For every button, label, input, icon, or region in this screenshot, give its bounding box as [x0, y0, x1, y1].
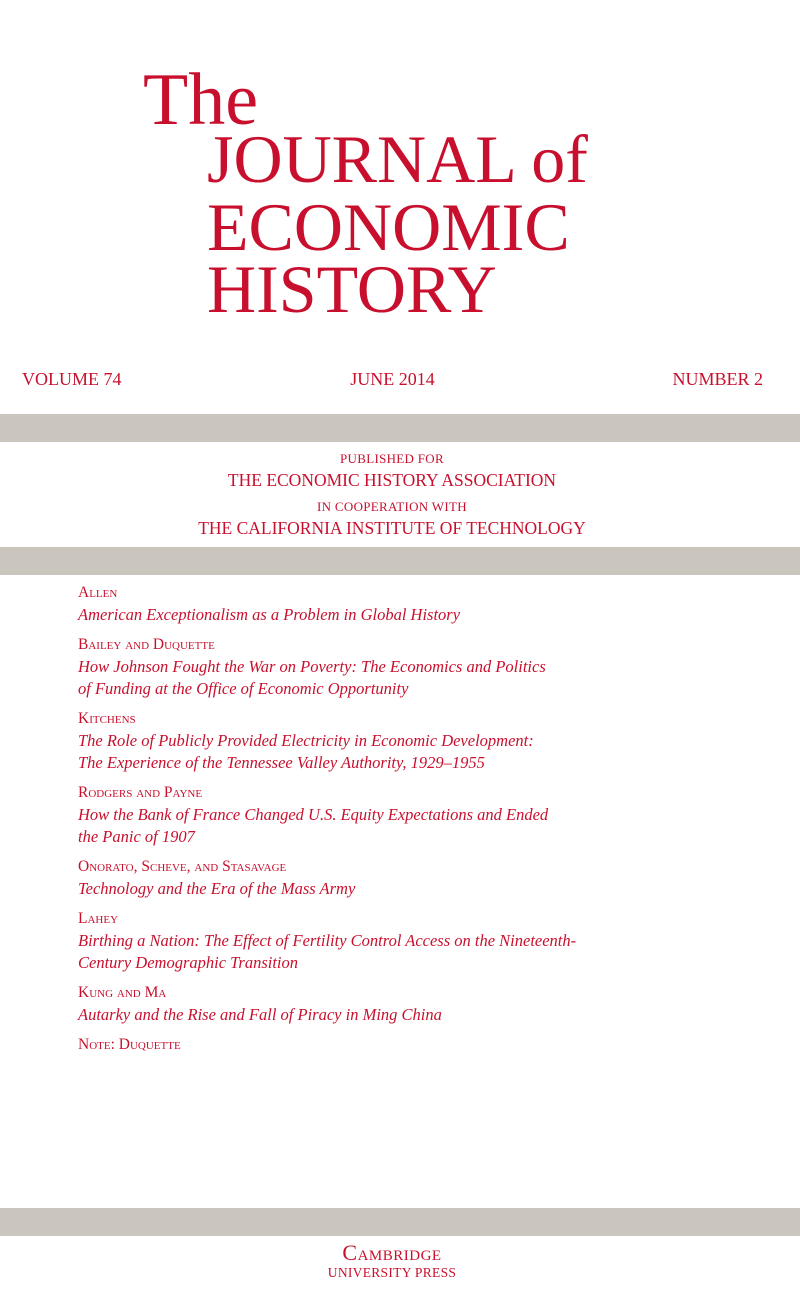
toc-entry — [78, 634, 698, 700]
toc-entry — [78, 708, 698, 774]
title-line-history: HISTORY — [207, 251, 497, 327]
toc-author: Rodgers and Payne — [78, 784, 203, 801]
divider-band-middle — [0, 547, 800, 575]
toc-author: Bailey and Duquette — [78, 636, 215, 653]
divider-band-bottom — [0, 1208, 800, 1236]
issue-info — [22, 367, 763, 391]
press-name: Cambridge — [342, 1240, 442, 1265]
toc-author: Lahey — [78, 910, 119, 927]
association-name: THE ECONOMIC HISTORY ASSOCIATION — [227, 470, 557, 490]
toc-entry — [78, 782, 698, 848]
issue-number: NUMBER 2 — [672, 369, 763, 389]
toc-article-title: How Johnson Fought the War on Poverty: The Economics and Politics of Funding at the Office of Economic Opportunity — [78, 657, 546, 698]
publisher-block — [0, 450, 784, 540]
table-of-contents — [78, 582, 698, 1064]
toc-author: Allen — [78, 584, 118, 601]
title-line-journal-of: JOURNAL of — [207, 121, 588, 197]
toc-entry — [78, 582, 698, 626]
toc-article-title: How the Bank of France Changed U.S. Equity Expectations and Ended the Panic of 1907 — [78, 805, 549, 846]
toc-entry-note — [78, 1034, 698, 1056]
issue-date: JUNE 2014 — [350, 369, 435, 389]
toc-author: Kitchens — [78, 710, 136, 727]
toc-entry — [78, 982, 698, 1026]
title-line-economic: ECONOMIC — [207, 189, 570, 265]
toc-entry — [78, 856, 698, 900]
divider-band-top — [0, 414, 800, 442]
published-for-label: PUBLISHED FOR — [340, 451, 444, 466]
toc-note-author: Note: Duquette — [78, 1036, 181, 1053]
toc-article-title: Technology and the Era of the Mass Army — [78, 879, 356, 898]
title-the: The — [143, 59, 259, 141]
publisher-logo — [0, 1241, 784, 1281]
toc-author: Onorato, Scheve, and Stasavage — [78, 858, 287, 875]
toc-author: Kung and Ma — [78, 984, 167, 1001]
toc-entry — [78, 908, 698, 974]
institute-name: THE CALIFORNIA INSTITUTE OF TECHNOLOGY — [198, 518, 586, 538]
toc-article-title: The Role of Publicly Provided Electricity in Economic Development: The Experience of the Tennessee Valley Authority, 1929–1955 — [78, 731, 534, 772]
volume-label: VOLUME 74 — [22, 369, 122, 389]
toc-article-title: American Exceptionalism as a Problem in Global History — [78, 605, 461, 624]
press-subtitle: UNIVERSITY PRESS — [327, 1265, 457, 1280]
toc-article-title: Autarky and the Rise and Fall of Piracy in Ming China — [78, 1005, 442, 1024]
toc-article-title: Birthing a Nation: The Effect of Fertility Control Access on the Nineteenth- Century Demographic Transition — [78, 931, 577, 972]
in-cooperation-label: IN COOPERATION WITH — [317, 499, 467, 514]
